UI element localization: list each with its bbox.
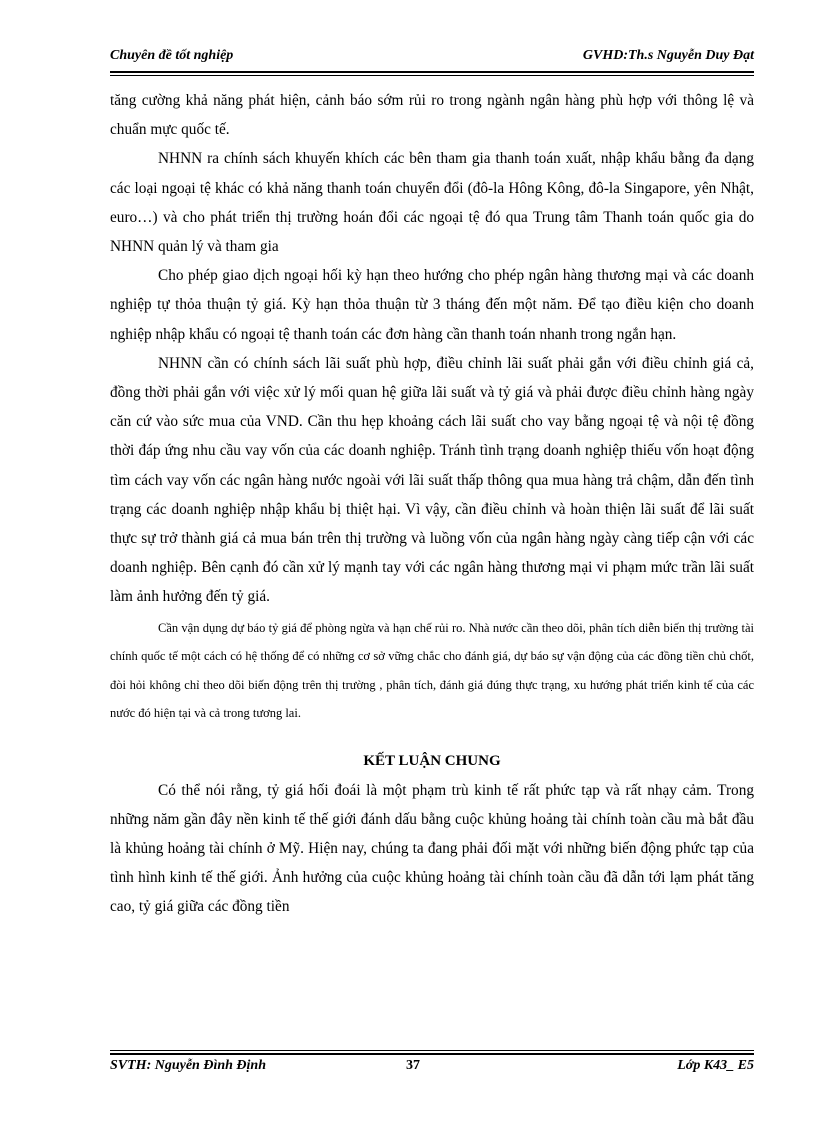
header-document-type: Chuyên đề tốt nghiệp xyxy=(110,48,234,63)
paragraph-4: NHNN cần có chính sách lãi suất phù hợp, điều chỉnh lãi suất phải gắn với điều chỉnh giá cả, đồng thời phải gắn với việc xử lý mối quan hệ giữa lãi suất và tỷ giá và phải được điều chỉnh hàng ngày căn cứ vào sức mua của VND. Cần thu hẹp khoảng cách lãi suất cho vay bằng ngoại tệ và nội tệ đồng thời đáp ứng nhu cầu vay vốn của các doanh nghiệp. Tránh tình trạng doanh nghiệp thiếu vốn hoạt động tìm cách vay vốn các ngân hàng nước ngoài với lãi suất thấp thông qua mua hàng trả chậm, dẫn đến tình trạng các doanh nghiệp nhập khẩu bị thiệt hại. Vì vậy, cần điều chỉnh và hoàn thiện lãi suất để lãi suất thực sự trở thành giá cả mua bán trên thị trường và luồng vốn của ngân hàng ngày càng tiếp cận với các doanh nghiệp. Bên cạnh đó cần xử lý mạnh tay với các ngân hàng thương mại vi phạm mức trần lãi suất làm ảnh hưởng đến tỷ giá. xyxy=(110,354,754,606)
page-header xyxy=(110,48,754,70)
conclusion-paragraph: Có thể nói rằng, tỷ giá hối đoái là một phạm trù kinh tế rất phức tạp và rất nhạy cảm. Trong những năm gần đây nền kinh tế thế giới đánh dấu bằng cuộc khủng hoảng tài chính toàn cầu mà bắt đầu là khủng hoảng tài chính ở Mỹ. Hiện nay, chúng ta đang phải đối mặt với những biến động phức tạp của tình hình kinh tế thế giới. Ảnh hưởng của cuộc khủng hoảng tài chính toàn cầu đã dẫn tới lạm phát tăng cao, tỷ giá giữa các đồng tiền xyxy=(110,781,754,916)
header-rule-thin xyxy=(110,75,754,76)
footer-rule-thick xyxy=(110,1053,754,1055)
paragraph-1: tăng cường khả năng phát hiện, cảnh báo sớm rủi ro trong ngành ngân hàng phù hợp với thông lệ và chuẩn mực quốc tế. xyxy=(110,92,754,139)
header-advisor: GVHD:Th.s Nguyễn Duy Đạt xyxy=(582,48,754,63)
paragraph-2: NHNN ra chính sách khuyến khích các bên tham gia thanh toán xuất, nhập khẩu bằng đa dạng các loại ngoại tệ khác có khả năng thanh toán chuyển đổi (đô-la Hông Kông, đô-la Singapore, yên Nhật, euro…) và cho phát triển thị trường hoán đổi các ngoại tệ đó qua Trung tâm Thanh toán quốc gia do NHNN quản lý và tham gia xyxy=(110,150,754,256)
paragraph-5: Cần vận dụng dự báo tỷ giá để phòng ngừa và hạn chế rủi ro. Nhà nước cần theo dõi, phân tích diễn biến thị trường tài chính quốc tế một cách có hệ thống để có những cơ sở vững chắc cho đánh giá, dự báo sự vận động của các đồng tiền chủ chốt, đòi hỏi không chỉ theo dõi biến động trên thị trường , phân tích, đánh giá đúng thực trạng, xu hướng phát triển kinh tế của các nước đó hiện tại và cả trong tương lai. xyxy=(110,620,754,721)
footer-student: SVTH: Nguyễn Đình Định xyxy=(110,1058,266,1073)
header-rule-thick xyxy=(110,71,754,73)
document-body xyxy=(110,86,754,922)
footer-rule-thin xyxy=(110,1050,754,1051)
page-footer xyxy=(110,1058,754,1080)
page-number: 37 xyxy=(406,1058,420,1073)
footer-class: Lớp K43_ E5 xyxy=(677,1058,754,1073)
conclusion-heading: KẾT LUẬN CHUNG xyxy=(363,752,501,769)
paragraph-3: Cho phép giao dịch ngoại hối kỳ hạn theo hướng cho phép ngân hàng thương mại và các doanh nghiệp tự thỏa thuận tỷ giá. Kỳ hạn thỏa thuận từ 3 tháng đến một năm. Để tạo điều kiện cho doanh nghiệp nhập khẩu có ngoại tệ thanh toán các đơn hàng cần thanh toán nhanh trong ngắn hạn. xyxy=(110,267,754,343)
